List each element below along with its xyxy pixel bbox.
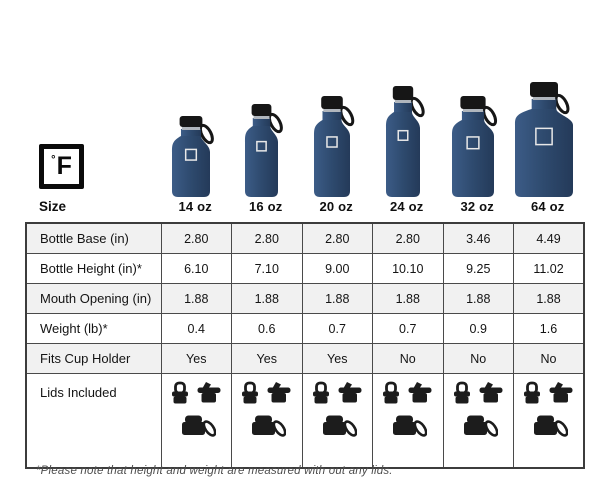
spec-cell: 2.80	[232, 223, 303, 254]
spec-row-label: Weight (lb)*	[26, 314, 161, 344]
spec-cell: 1.88	[373, 284, 444, 314]
spec-row-label: Lids Included	[26, 374, 161, 469]
ring-handle-lid-icon	[170, 381, 190, 405]
bottle-image-64-oz	[513, 82, 587, 197]
ring-handle-lid-icon	[381, 381, 401, 405]
bottle-image-14-oz	[170, 116, 224, 197]
spec-row-label: Mouth Opening (in)	[26, 284, 161, 314]
lids-included-cell	[443, 374, 514, 469]
size-column-header: Size	[39, 199, 67, 214]
size-header-32-oz: 32 oz	[460, 199, 494, 214]
spec-cell: Yes	[161, 344, 232, 374]
spec-cell: 1.88	[443, 284, 514, 314]
flip-straw-lid-icon	[337, 380, 363, 404]
size-header-64-oz: 64 oz	[530, 199, 565, 214]
carabiner-lid-icon	[250, 412, 286, 439]
spec-row-label: Fits Cup Holder	[26, 344, 161, 374]
flip-straw-lid-icon	[266, 380, 292, 404]
spec-row	[26, 344, 584, 374]
spec-cell: 0.7	[373, 314, 444, 344]
spec-cell: 2.80	[161, 223, 232, 254]
bottle-image-16-oz	[243, 104, 292, 197]
spec-cell: 2.80	[302, 223, 373, 254]
spec-cell: 0.6	[232, 314, 303, 344]
spec-cell: 4.49	[514, 223, 585, 254]
spec-cell: 9.25	[443, 254, 514, 284]
ring-handle-lid-icon	[240, 381, 260, 405]
spec-row	[26, 223, 584, 254]
ring-handle-lid-icon	[522, 381, 542, 405]
spec-row	[26, 254, 584, 284]
lids-included-cell	[514, 374, 585, 469]
spec-cell: 7.10	[232, 254, 303, 284]
carabiner-lid-icon	[462, 412, 498, 439]
carabiner-lid-icon	[532, 412, 568, 439]
spec-cell: Yes	[232, 344, 303, 374]
logo-letter: F	[56, 152, 72, 180]
flip-straw-lid-icon	[478, 380, 504, 404]
spec-cell: 0.4	[161, 314, 232, 344]
spec-cell: 6.10	[161, 254, 232, 284]
lids-included-cell	[373, 374, 444, 469]
bottle-image-32-oz	[450, 96, 508, 197]
footnote: *Please note that height and weight are measured with out any lids.	[36, 465, 393, 477]
spec-cell: 3.46	[443, 223, 514, 254]
size-header-14-oz: 14 oz	[178, 199, 212, 214]
carabiner-lid-icon	[180, 412, 216, 439]
spec-cell: 9.00	[302, 254, 373, 284]
lids-included-cell	[161, 374, 232, 469]
spec-row	[26, 284, 584, 314]
spec-cell: 2.80	[373, 223, 444, 254]
ring-handle-lid-icon	[452, 381, 472, 405]
spec-cell: 1.88	[514, 284, 585, 314]
flip-straw-lid-icon	[196, 380, 222, 404]
bottle-image-20-oz	[312, 96, 364, 197]
bottle-image-24-oz	[384, 86, 434, 197]
flip-straw-lid-icon	[548, 380, 574, 404]
logo-degree-glyph: °	[51, 154, 56, 166]
spec-row	[26, 314, 584, 344]
lids-included-cell	[302, 374, 373, 469]
spec-row-label: Bottle Base (in)	[26, 223, 161, 254]
size-header-16-oz: 16 oz	[248, 199, 283, 214]
size-header-24-oz: 24 oz	[389, 199, 424, 214]
spec-cell: 0.9	[443, 314, 514, 344]
flip-straw-lid-icon	[407, 380, 433, 404]
spec-cell: 1.88	[161, 284, 232, 314]
spec-cell: 1.6	[514, 314, 585, 344]
spec-cell: 0.7	[302, 314, 373, 344]
spec-cell: No	[514, 344, 585, 374]
spec-row-label: Bottle Height (in)*	[26, 254, 161, 284]
spec-cell: 1.88	[302, 284, 373, 314]
carabiner-lid-icon	[391, 412, 427, 439]
carabiner-lid-icon	[321, 412, 357, 439]
brand-logo	[39, 144, 84, 189]
spec-cell: No	[373, 344, 444, 374]
spec-cell: 11.02	[514, 254, 585, 284]
spec-cell: Yes	[302, 344, 373, 374]
spec-cell: No	[443, 344, 514, 374]
ring-handle-lid-icon	[311, 381, 331, 405]
lids-included-cell	[232, 374, 303, 469]
spec-table	[25, 222, 585, 469]
spec-cell: 10.10	[373, 254, 444, 284]
spec-cell: 1.88	[232, 284, 303, 314]
size-header-20-oz: 20 oz	[319, 199, 353, 214]
spec-row	[26, 374, 584, 469]
